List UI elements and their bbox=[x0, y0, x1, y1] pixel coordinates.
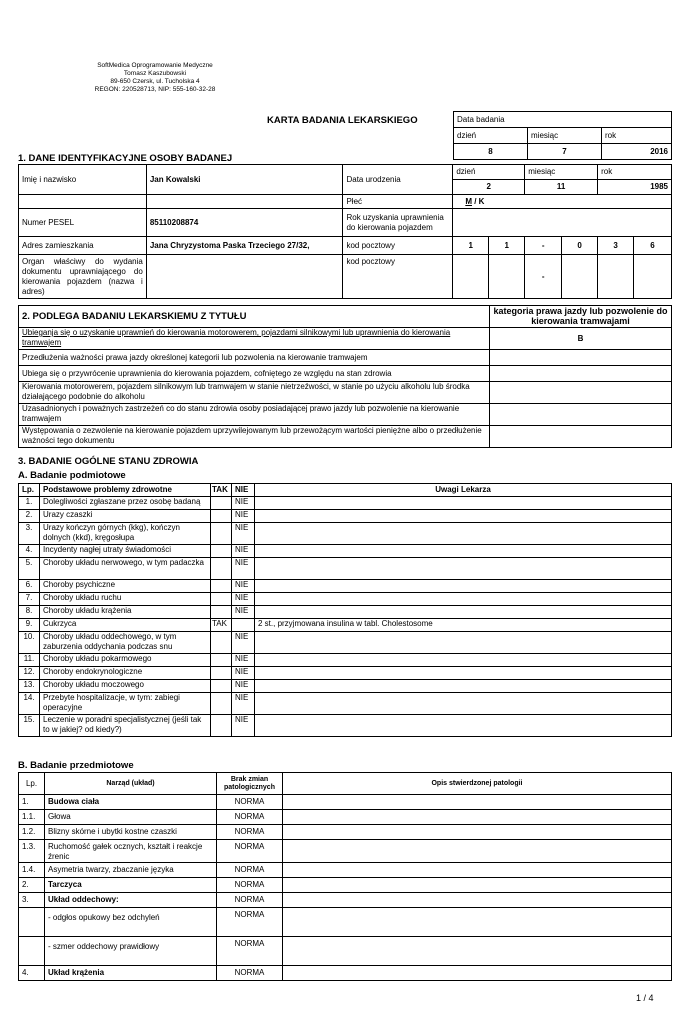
row-tak bbox=[211, 632, 232, 654]
row-nie: NIE bbox=[232, 593, 255, 606]
category-value: B bbox=[490, 328, 672, 350]
row-brak: NORMA bbox=[217, 825, 283, 840]
exam-day-label: dzień bbox=[454, 128, 528, 144]
postal-digit: 1 bbox=[453, 237, 489, 255]
row-nie: NIE bbox=[232, 510, 255, 523]
reason-row: Kierowania motorowerem, pojazdem silnikowym lub tramwajem w stanie nietrzeźwości, w stanie po użyciu alkoholu lub środka działającego podobnie do alkoholu bbox=[19, 382, 490, 404]
row-lp: 1. bbox=[19, 497, 40, 510]
symptom-row bbox=[19, 606, 672, 619]
exam-month: 7 bbox=[528, 144, 602, 160]
row-uwagi bbox=[255, 523, 672, 545]
pesel-label: Numer PESEL bbox=[19, 209, 147, 237]
row-lp: 3. bbox=[19, 893, 45, 908]
subsection-a-title: A. Badanie podmiotowe bbox=[18, 470, 126, 481]
company-info bbox=[60, 62, 250, 94]
company-address: 89-650 Czersk, ul. Tucholska 4 bbox=[110, 78, 200, 85]
row-tak: TAK bbox=[211, 619, 232, 632]
row-uwagi bbox=[255, 715, 672, 737]
row-nie: NIE bbox=[232, 558, 255, 580]
organ-row bbox=[19, 893, 672, 908]
row-lp: 15. bbox=[19, 715, 40, 737]
col-lp-b: Lp. bbox=[19, 773, 45, 795]
symptom-row bbox=[19, 580, 672, 593]
reason-row: Przedłużenia ważności prawa jazdy określonej kategorii lub pozwolenia na kierowanie tramwajem bbox=[19, 350, 490, 366]
row-lp: 1.4. bbox=[19, 863, 45, 878]
row-tak bbox=[211, 510, 232, 523]
row-uwagi: 2 st., przyjmowana insulina w tabl. Cholestosome bbox=[255, 619, 672, 632]
organ-row bbox=[19, 908, 672, 937]
birth-day: 2 bbox=[453, 180, 525, 195]
company-ids: REGON: 220528713, NIP: 555-160-32-28 bbox=[94, 86, 216, 93]
col-opis: Opis stwierdzonej patologii bbox=[283, 773, 672, 795]
row-brak: NORMA bbox=[217, 863, 283, 878]
row-lp: 2. bbox=[19, 510, 40, 523]
row-problem: Choroby układu ruchu bbox=[40, 593, 211, 606]
reason-row: Ubiega się o przywrócenie uprawnienia do kierowania pojazdem, cofniętego ze względu na stan zdrowia bbox=[19, 366, 490, 382]
row-nie: NIE bbox=[232, 680, 255, 693]
row-brak: NORMA bbox=[217, 878, 283, 893]
row-lp: 1.1. bbox=[19, 810, 45, 825]
row-nie bbox=[232, 619, 255, 632]
symptom-row bbox=[19, 593, 672, 606]
organ-row bbox=[19, 937, 672, 966]
symptom-row bbox=[19, 632, 672, 654]
row-uwagi bbox=[255, 680, 672, 693]
symptom-row bbox=[19, 558, 672, 580]
row-nie: NIE bbox=[232, 545, 255, 558]
section1-title: 1. DANE IDENTYFIKACYJNE OSOBY BADANEJ bbox=[18, 153, 233, 164]
row-uwagi bbox=[255, 545, 672, 558]
row-uwagi bbox=[255, 654, 672, 667]
row-nie: NIE bbox=[232, 606, 255, 619]
page-number: 1 / 4 bbox=[636, 993, 654, 1003]
row-organ: - szmer oddechowy prawidłowy bbox=[45, 937, 217, 966]
row-tak bbox=[211, 593, 232, 606]
row-nie: NIE bbox=[232, 523, 255, 545]
exam-date-label: Data badania bbox=[454, 112, 672, 128]
symptom-row bbox=[19, 619, 672, 632]
row-lp: 9. bbox=[19, 619, 40, 632]
row-lp bbox=[19, 908, 45, 937]
subjective-exam-table bbox=[18, 483, 672, 737]
col-brak: Brak zmian patologicznych bbox=[217, 773, 283, 795]
row-opis bbox=[283, 840, 672, 863]
row-opis bbox=[283, 937, 672, 966]
category-header: kategoria prawa jazdy lub pozwolenie do kierowania tramwajami bbox=[490, 306, 672, 328]
organ-row bbox=[19, 810, 672, 825]
birth-year-label: rok bbox=[598, 165, 672, 180]
row-opis bbox=[283, 825, 672, 840]
symptom-row bbox=[19, 510, 672, 523]
identity-table bbox=[18, 164, 672, 299]
section3-title: 3. BADANIE OGÓLNE STANU ZDROWIA bbox=[18, 456, 199, 467]
row-tak bbox=[211, 558, 232, 580]
postal-digit: 1 bbox=[489, 237, 525, 255]
row-uwagi bbox=[255, 693, 672, 715]
sex-value bbox=[453, 195, 672, 209]
symptom-row bbox=[19, 680, 672, 693]
name-value: Jan Kowalski bbox=[146, 165, 343, 195]
row-nie: NIE bbox=[232, 715, 255, 737]
organ-row bbox=[19, 863, 672, 878]
row-problem: Incydenty nagłej utraty świadomości bbox=[40, 545, 211, 558]
row-opis bbox=[283, 863, 672, 878]
col-nie: NIE bbox=[232, 484, 255, 497]
row-brak: NORMA bbox=[217, 937, 283, 966]
exam-year: 2016 bbox=[602, 144, 672, 160]
organ-row bbox=[19, 840, 672, 863]
row-problem: Urazy czaszki bbox=[40, 510, 211, 523]
row-organ: Układ krążenia bbox=[45, 966, 217, 981]
row-tak bbox=[211, 667, 232, 680]
row-tak bbox=[211, 654, 232, 667]
exam-year-label: rok bbox=[602, 128, 672, 144]
birth-year: 1985 bbox=[598, 180, 672, 195]
exam-month-label: miesiąc bbox=[528, 128, 602, 144]
row-organ: Blizny skórne i ubytki kostne czaszki bbox=[45, 825, 217, 840]
row-tak bbox=[211, 497, 232, 510]
postal-digit: - bbox=[525, 237, 562, 255]
company-name: SoftMedica Oprogramowanie Medyczne bbox=[97, 62, 213, 69]
postal-dash: - bbox=[525, 255, 562, 299]
exam-date-table bbox=[453, 111, 672, 160]
row-tak bbox=[211, 606, 232, 619]
name-label: Imię i nazwisko bbox=[19, 165, 147, 195]
row-opis bbox=[283, 893, 672, 908]
document-title: KARTA BADANIA LEKARSKIEGO bbox=[267, 115, 418, 126]
row-brak: NORMA bbox=[217, 810, 283, 825]
row-brak: NORMA bbox=[217, 840, 283, 863]
postal-digit: 6 bbox=[634, 237, 672, 255]
row-brak: NORMA bbox=[217, 908, 283, 937]
birth-month: 11 bbox=[525, 180, 598, 195]
birth-day-label: dzień bbox=[453, 165, 525, 180]
row-problem: Dolegliwości zgłaszane przez osobę badaną bbox=[40, 497, 211, 510]
birth-label: Data urodzenia bbox=[343, 165, 453, 195]
row-tak bbox=[211, 715, 232, 737]
row-uwagi bbox=[255, 510, 672, 523]
symptom-row bbox=[19, 523, 672, 545]
row-nie: NIE bbox=[232, 497, 255, 510]
row-lp: 7. bbox=[19, 593, 40, 606]
row-uwagi bbox=[255, 558, 672, 580]
reason-row: Uzasadnionych i poważnych zastrzeżeń co do stanu zdrowia osoby posiadającej prawo jazdy lub pozwolenie na kierowanie tramwajem bbox=[19, 404, 490, 426]
col-lp: Lp. bbox=[19, 484, 40, 497]
objective-exam-table bbox=[18, 772, 672, 981]
organ-row bbox=[19, 795, 672, 810]
row-tak bbox=[211, 693, 232, 715]
sex-label: Płeć bbox=[343, 195, 453, 209]
organ-row bbox=[19, 966, 672, 981]
row-organ: Układ oddechowy: bbox=[45, 893, 217, 908]
reason-row: Występowania o zezwolenie na kierowanie pojazdem uprzywilejowanym lub przewożącym wartości pieniężne albo o przedłużenie ważności tego dokumentu bbox=[19, 426, 490, 448]
row-tak bbox=[211, 680, 232, 693]
row-organ: Głowa bbox=[45, 810, 217, 825]
row-problem: Leczenie w poradni specjalistycznej (jeśli tak to w jakiej? od kiedy?) bbox=[40, 715, 211, 737]
symptom-row bbox=[19, 693, 672, 715]
row-opis bbox=[283, 966, 672, 981]
row-problem: Przebyte hospitalizacje, w tym: zabiegi operacyjne bbox=[40, 693, 211, 715]
row-lp bbox=[19, 937, 45, 966]
row-nie: NIE bbox=[232, 580, 255, 593]
row-opis bbox=[283, 878, 672, 893]
row-lp: 1.3. bbox=[19, 840, 45, 863]
row-problem: Choroby układu oddechowego, w tym zaburzenia oddychania podczas snu bbox=[40, 632, 211, 654]
row-lp: 10. bbox=[19, 632, 40, 654]
exam-day: 8 bbox=[454, 144, 528, 160]
row-lp: 8. bbox=[19, 606, 40, 619]
row-brak: NORMA bbox=[217, 795, 283, 810]
row-uwagi bbox=[255, 632, 672, 654]
pesel-value: 85110208874 bbox=[146, 209, 343, 237]
address-label: Adres zamieszkania bbox=[19, 237, 147, 255]
birth-month-label: miesiąc bbox=[525, 165, 598, 180]
row-organ: Tarczyca bbox=[45, 878, 217, 893]
row-tak bbox=[211, 580, 232, 593]
row-lp: 1.2. bbox=[19, 825, 45, 840]
row-lp: 5. bbox=[19, 558, 40, 580]
row-lp: 12. bbox=[19, 667, 40, 680]
row-problem: Choroby układu krążenia bbox=[40, 606, 211, 619]
row-opis bbox=[283, 908, 672, 937]
organ-value bbox=[146, 255, 343, 299]
row-nie: NIE bbox=[232, 654, 255, 667]
symptom-row bbox=[19, 667, 672, 680]
row-nie: NIE bbox=[232, 693, 255, 715]
row-problem: Urazy kończyn górnych (kkg), kończyn dolnych (kkd), kręgosłupa bbox=[40, 523, 211, 545]
row-lp: 6. bbox=[19, 580, 40, 593]
col-uwagi: Uwagi Lekarza bbox=[255, 484, 672, 497]
organ-label: Organ właściwy do wydania dokumentu uprawniającego do kierowania pojazdem (nazwa i adres) bbox=[19, 255, 147, 299]
row-problem: Choroby układu pokarmowego bbox=[40, 654, 211, 667]
postal-label: kod pocztowy bbox=[343, 237, 453, 255]
row-lp: 4. bbox=[19, 545, 40, 558]
row-tak bbox=[211, 523, 232, 545]
row-uwagi bbox=[255, 580, 672, 593]
row-lp: 2. bbox=[19, 878, 45, 893]
row-organ: Ruchomość gałek ocznych, kształt i reakcje źrenic bbox=[45, 840, 217, 863]
symptom-row bbox=[19, 497, 672, 510]
sex-female: / K bbox=[471, 196, 485, 206]
reason-row: Ubieganja się o uzyskanie uprawnień do kierowania motorowerem, pojazdami silnikowymi lub uprawnienia do kierowania tramwajem bbox=[19, 328, 490, 350]
address-value: Jana Chryzystoma Paska Trzeciego 27/32, bbox=[146, 237, 343, 255]
row-problem: Choroby endokrynologiczne bbox=[40, 667, 211, 680]
section2-title: 2. PODLEGA BADANIU LEKARSKIEMU Z TYTUŁU bbox=[19, 306, 490, 328]
row-organ: Budowa ciała bbox=[45, 795, 217, 810]
row-nie: NIE bbox=[232, 667, 255, 680]
row-organ: Asymetria twarzy, zbaczanie języka bbox=[45, 863, 217, 878]
row-uwagi bbox=[255, 497, 672, 510]
col-tak: TAK bbox=[211, 484, 232, 497]
row-organ: - odgłos opukowy bez odchyleń bbox=[45, 908, 217, 937]
row-opis bbox=[283, 810, 672, 825]
row-tak bbox=[211, 545, 232, 558]
row-lp: 3. bbox=[19, 523, 40, 545]
row-lp: 14. bbox=[19, 693, 40, 715]
row-lp: 11. bbox=[19, 654, 40, 667]
col-organ: Narząd (układ) bbox=[45, 773, 217, 795]
symptom-row bbox=[19, 545, 672, 558]
row-uwagi bbox=[255, 667, 672, 680]
postal-label-2: kod pocztowy bbox=[343, 255, 453, 299]
row-problem: Choroby układu moczowego bbox=[40, 680, 211, 693]
row-brak: NORMA bbox=[217, 893, 283, 908]
organ-row bbox=[19, 825, 672, 840]
row-problem: Choroby układu nerwowego, w tym padaczka bbox=[40, 558, 211, 580]
organ-row bbox=[19, 878, 672, 893]
row-brak: NORMA bbox=[217, 966, 283, 981]
license-year-value bbox=[453, 209, 672, 237]
col-problem: Podstawowe problemy zdrowotne bbox=[40, 484, 211, 497]
row-problem: Cukrzyca bbox=[40, 619, 211, 632]
row-lp: 1. bbox=[19, 795, 45, 810]
postal-digit: 3 bbox=[598, 237, 634, 255]
symptom-row bbox=[19, 715, 672, 737]
subsection-b-title: B. Badanie przedmiotowe bbox=[18, 760, 134, 771]
company-owner: Tomasz Kaszubowski bbox=[123, 70, 187, 77]
symptom-row bbox=[19, 654, 672, 667]
row-problem: Choroby psychiczne bbox=[40, 580, 211, 593]
row-lp: 4. bbox=[19, 966, 45, 981]
exam-reason-table bbox=[18, 305, 672, 448]
row-uwagi bbox=[255, 593, 672, 606]
row-opis bbox=[283, 795, 672, 810]
license-year-label: Rok uzyskania uprawnienia do kierowania pojazdem bbox=[343, 209, 453, 237]
row-nie: NIE bbox=[232, 632, 255, 654]
postal-digit: 0 bbox=[562, 237, 598, 255]
row-uwagi bbox=[255, 606, 672, 619]
row-lp: 13. bbox=[19, 680, 40, 693]
sex-male: M bbox=[465, 196, 472, 206]
